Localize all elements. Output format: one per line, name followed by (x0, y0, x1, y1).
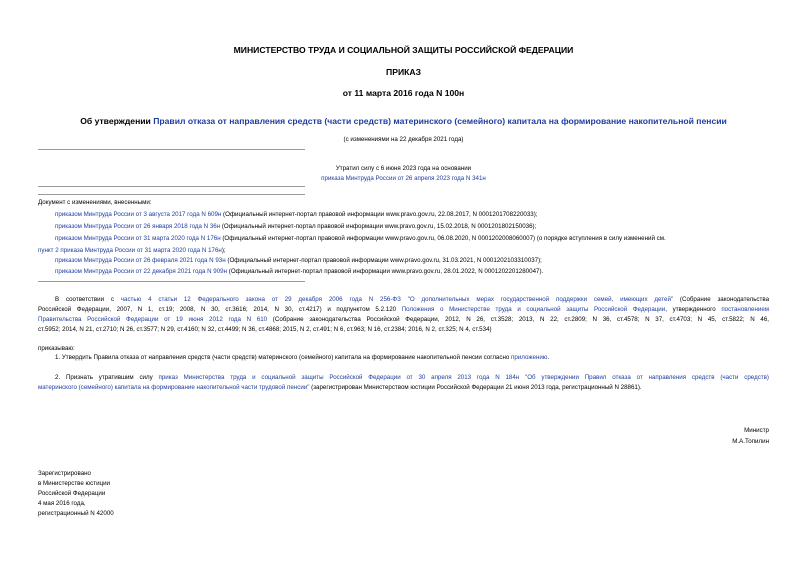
doc-date-number: от 11 марта 2016 года N 100н (342, 88, 465, 98)
ministry-heading: МИНИСТЕРСТВО ТРУДА И СОЦИАЛЬНОЙ ЗАЩИТЫ РОССИЙСКОЙ ФЕДЕРАЦИИ (233, 45, 574, 55)
changes-heading: Документ с изменениями, внесенными: (38, 199, 152, 206)
change-link[interactable]: приказом Минтруда России от 26 февраля 2021 года N 93н (55, 257, 226, 264)
resolution-link[interactable]: Правительства Российской Федерации от 19 июня 2012 года N 610 (38, 316, 268, 323)
change-text: ); (221, 247, 226, 254)
preamble-line (38, 295, 769, 305)
change-link[interactable]: приказом Минтруда России от 26 января 2018 года N 36н (55, 223, 221, 230)
order-word: приказываю: (38, 345, 75, 352)
item-text: . (547, 354, 550, 361)
registration-line: 4 мая 2016 года, (38, 500, 86, 507)
repealed-order-link[interactable]: приказ Министерства труда и социальной защиты Российской Федерации от 30 апреля 2013 года N 184н "Об утверждении Правил отказа от направления средств (части средств) (158, 374, 769, 381)
document-title (0, 116, 807, 126)
order-item-1 (55, 355, 549, 361)
preamble-text: В соответствии с (55, 296, 121, 303)
divider (38, 149, 305, 150)
signature-name: М.А.Топилин (732, 438, 769, 445)
divider (38, 194, 305, 195)
registration-line: Российской Федерации (38, 490, 106, 497)
change-text: (Официальный интернет-портал правовой информации www.pravo.gov.ru, 22.08.2017, N 0001201708220033); (221, 211, 538, 218)
amended-note: (с изменениями на 22 декабря 2021 года) (343, 136, 464, 143)
item-text: 1. Утвердить Правила отказа от направления средств (части средств) материнского (семейного) капитала на формирование накопительной пенсии согласно (55, 354, 512, 361)
change-text: (Официальный интернет-портал правовой информации www.pravo.gov.ru, 28.01.2022, N 0001202201280047). (227, 268, 544, 275)
signature-position: Министр (744, 427, 769, 434)
preamble-line (38, 315, 769, 325)
law-link[interactable]: частью 4 статьи 12 Федерального закона от 29 декабря 2006 года N 256-ФЗ "О дополнительных мерах государственной поддержки семей, имеющих детей" (120, 296, 674, 303)
preamble-line: ст.5952; 2014, N 21, ст.2710; N 26, ст.3577; N 29, ст.4160; N 32, ст.4499; N 36, ст.4868; 2015, N 2, ст.491; N 6, ст.963; N 16, ст.2384; 2016, N 2, ст.325; N 4, ст.534) (38, 326, 492, 333)
preamble-text: (Собрание законодательства (673, 296, 770, 303)
preamble-line (38, 305, 769, 315)
resolution-link[interactable]: постановлением (721, 306, 770, 313)
doc-type-heading: ПРИКАЗ (386, 67, 421, 77)
expired-order-link[interactable]: приказа Минтруда России от 26 апреля 2023 года N 341н (321, 175, 486, 182)
registration-block (38, 469, 114, 519)
appendix-link[interactable]: приложению (511, 354, 548, 361)
registration-line: в Министерстве юстиции (38, 480, 111, 487)
regulation-link[interactable]: Положения о Министерстве труда и социальной защиты Российской Федерации (401, 306, 666, 313)
expired-line: Утратил силу с 6 июня 2023 года на основании (335, 165, 472, 172)
preamble-paragraph (38, 295, 769, 335)
change-continuation (38, 248, 226, 254)
change-text: (Официальный интернет-портал правовой информации www.pravo.gov.ru, 15.02.2018, N 0001201802150036); (220, 223, 537, 230)
change-link[interactable]: пункт 2 приказа Минтруда России от 31 марта 2020 года N 176н (38, 247, 222, 254)
preamble-text: Российской Федерации, 2007, N 1, ст.19; 2008, N 30, ст.3616; 2014, N 30, ст.4217) и подпунктом 5.2.120 (38, 306, 402, 313)
change-link[interactable]: приказом Минтруда России от 31 марта 2020 года N 176н (55, 235, 221, 242)
order-item-2 (38, 373, 769, 393)
item-text: (зарегистрирован Министерством юстиции Российской Федерации 21 июня 2013 года, регистрационный N 28861). (309, 384, 642, 391)
list-item (55, 269, 543, 280)
preamble-text: , утвержденного (665, 306, 722, 313)
divider (38, 186, 305, 187)
registration-line: регистрационный N 42000 (38, 510, 114, 517)
change-link[interactable]: приказом Минтруда России от 3 августа 2017 года N 609н (55, 211, 222, 218)
change-link[interactable]: приказом Минтруда России от 22 декабря 2021 года N 909н (55, 268, 228, 275)
repealed-order-link[interactable]: материнского (семейного) капитала на формирование накопительной части трудовой пенсии" (38, 384, 310, 391)
change-text: (Официальный интернет-портал правовой информации www.pravo.gov.ru, 06.08.2020, N 0001202008060007) (о порядке вступления в силу изменений см. (220, 235, 666, 242)
divider (38, 281, 305, 282)
registration-line: Зарегистрировано (38, 470, 91, 477)
preamble-text: (Собрание законодательства Российской Федерации, 2012, N 26, ст.3528; 2013, N 22, ст.2809; N 36, ст.4578; N 37, ст.4703; N 45, ст.5822; N 46, (267, 316, 769, 323)
changes-list (55, 212, 666, 248)
item-line (38, 373, 769, 383)
changes-list-2 (55, 258, 543, 280)
title-prefix: Об утверждении (80, 116, 154, 126)
item-text: 2. Признать утратившим силу (55, 374, 159, 381)
change-text: (Официальный интернет-портал правовой информации www.pravo.gov.ru, 31.03.2021, N 0001202103310037); (225, 257, 542, 264)
title-link[interactable]: Правил отказа от направления средств (части средств) материнского (семейного) капитала на формирование накопительной пенсии (153, 116, 727, 126)
item-line (38, 383, 769, 393)
